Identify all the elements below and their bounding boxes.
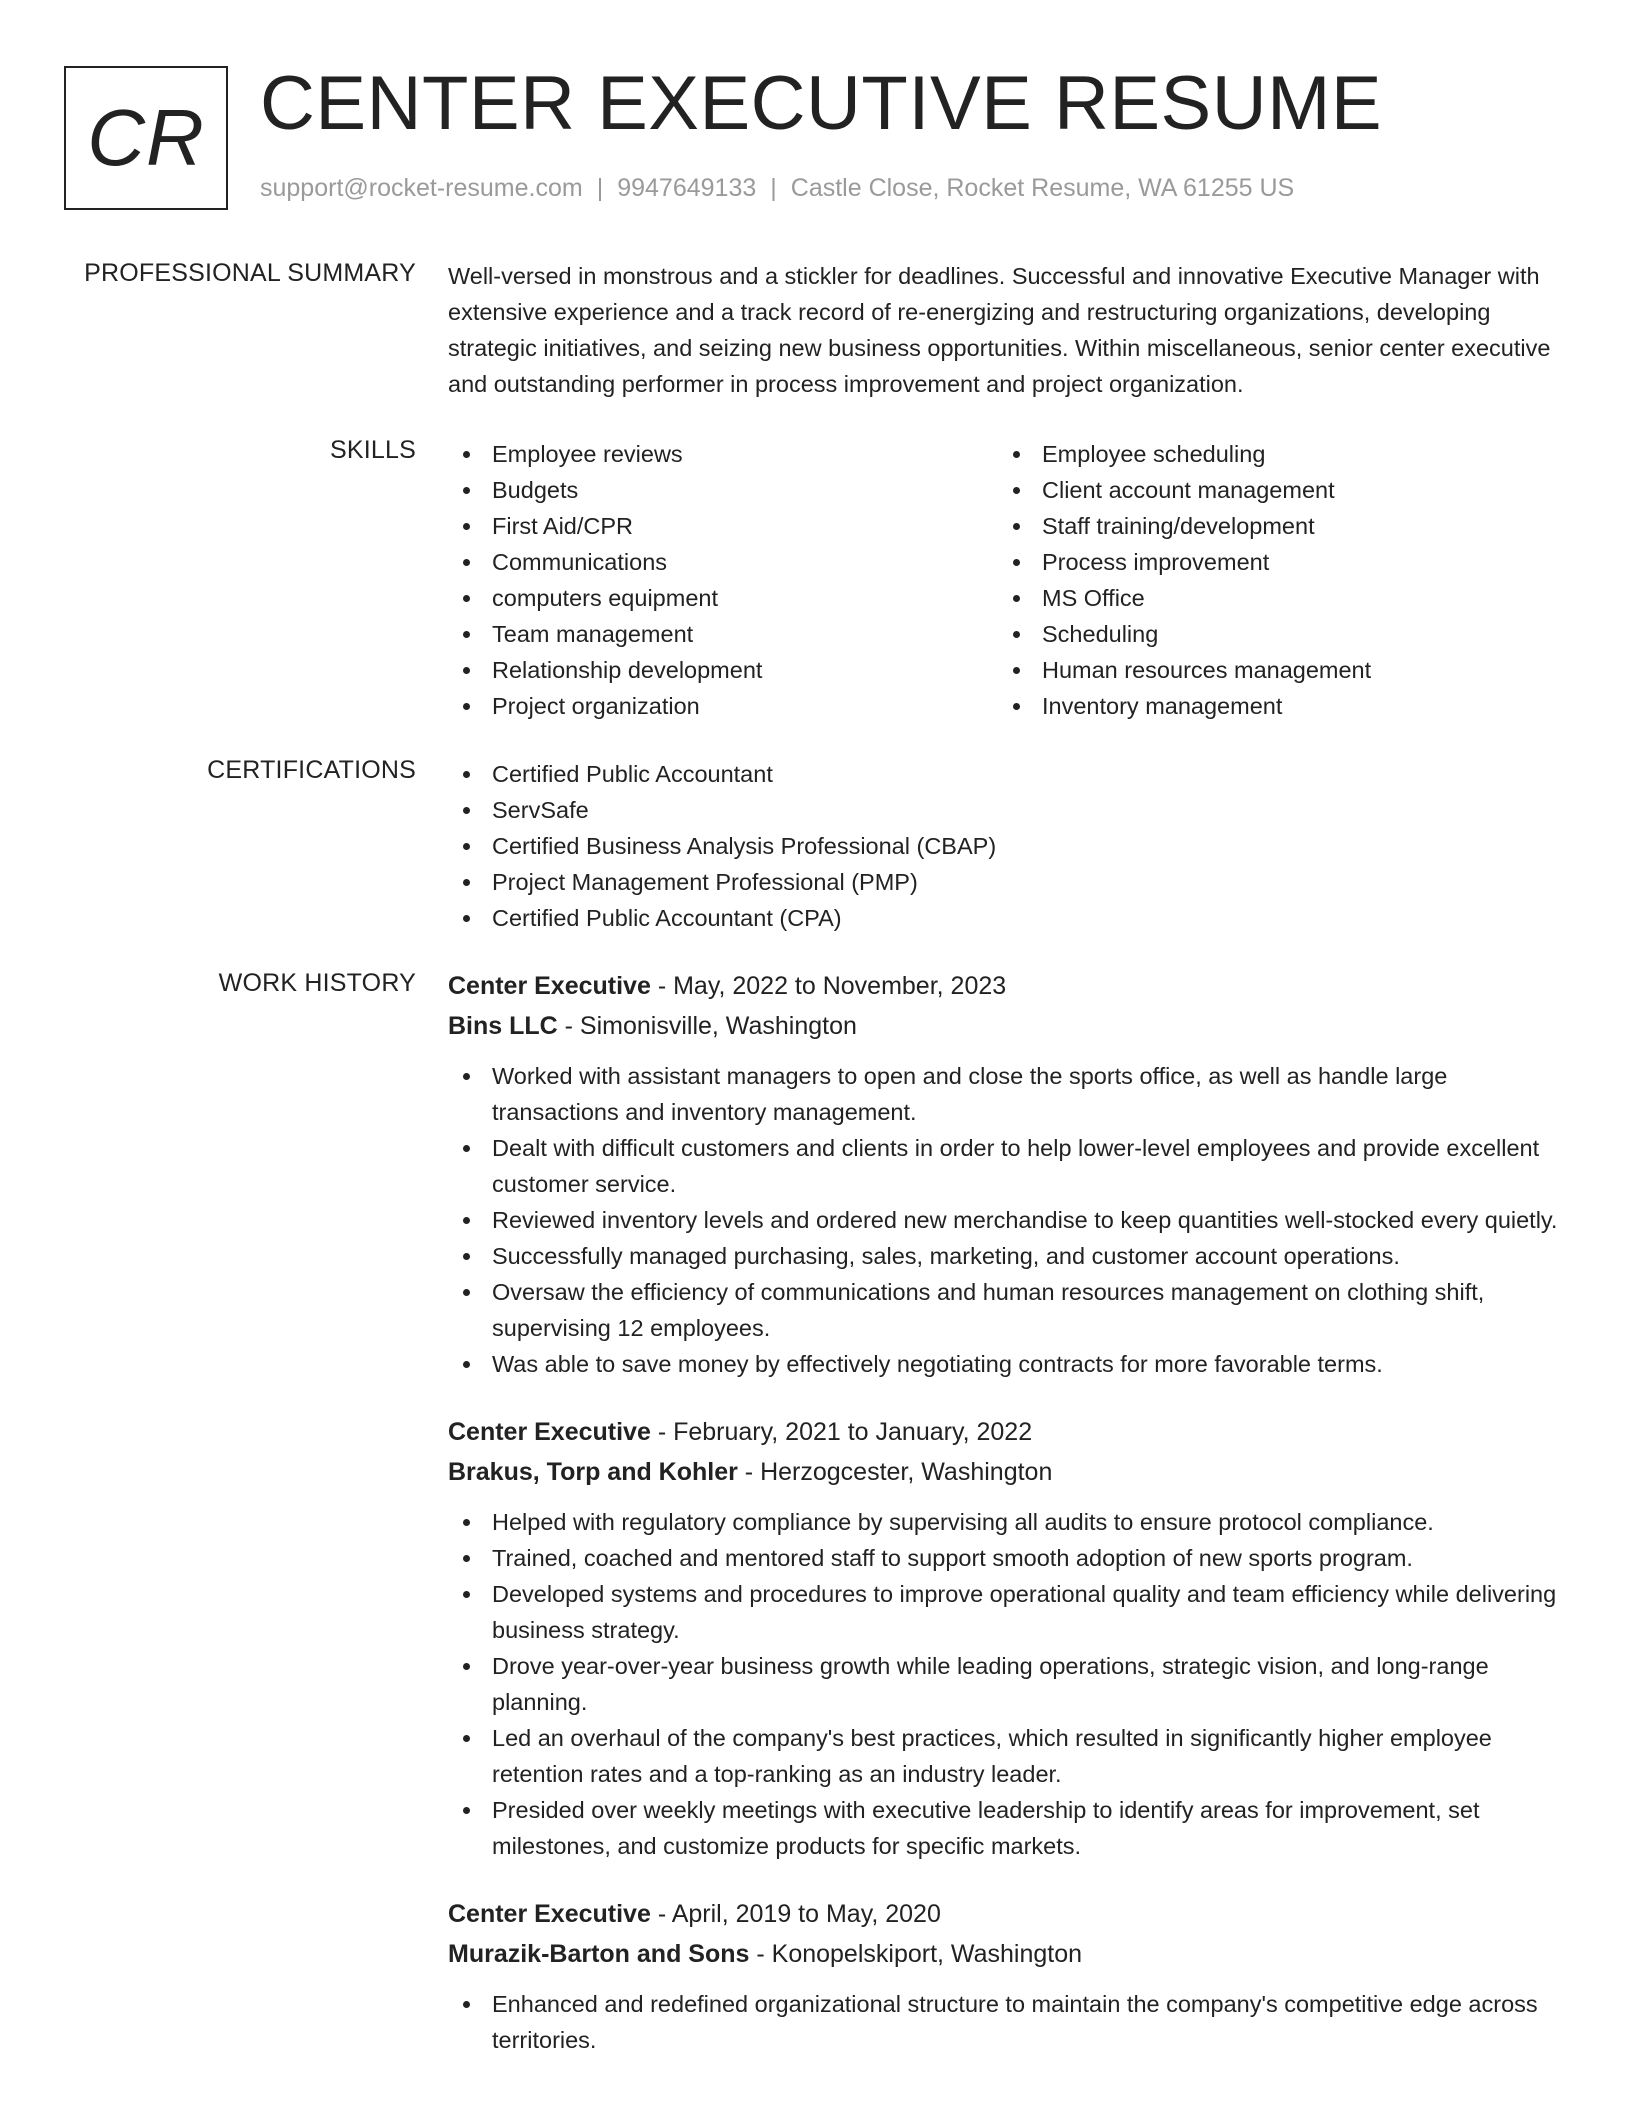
skill-item: MS Office	[998, 580, 1548, 616]
work-history-body	[448, 966, 1570, 2088]
summary-text: Well-versed in monstrous and a stickler for deadlines. Successful and innovative Executive Manager with extensive experience and a track record of re-energizing and restructuring organizations, developing strategic initiatives, and seizing new business opportunities. Within miscellaneous, senior center executive and outstanding performer in process improvement and project organization.	[448, 263, 1551, 397]
skill-item: computers equipment	[448, 580, 998, 616]
job-duties-list	[448, 1058, 1570, 1382]
job-duty-item: Enhanced and redefined organizational structure to maintain the company's competitive edge across territories.	[448, 1986, 1570, 2058]
job-employer: Bins LLC	[448, 1012, 558, 1040]
job-duty-item: Successfully managed purchasing, sales, marketing, and customer account operations.	[448, 1238, 1570, 1274]
job-location: - Simonisville, Washington	[557, 1012, 857, 1040]
job-dates: - February, 2021 to January, 2022	[650, 1418, 1033, 1446]
job-duties-list	[448, 1504, 1570, 1864]
certification-item: ServSafe	[448, 792, 1570, 828]
skill-item: Staff training/development	[998, 508, 1548, 544]
job-dates: - April, 2019 to May, 2020	[650, 1900, 941, 1928]
job-title: Center Executive	[448, 1418, 651, 1446]
skill-item: Employee scheduling	[998, 436, 1548, 472]
job-entry	[448, 1894, 1570, 2058]
skill-item: Budgets	[448, 472, 998, 508]
job-duty-item: Trained, coached and mentored staff to support smooth adoption of new sports program.	[448, 1540, 1570, 1576]
skill-item: Human resources management	[998, 652, 1548, 688]
job-title: Center Executive	[448, 1900, 651, 1928]
job-entry	[448, 966, 1570, 1382]
certifications-body	[448, 756, 1570, 936]
job-duty-item: Led an overhaul of the company's best practices, which resulted in significantly higher employee retention rates and a top-ranking as an industry leader.	[448, 1720, 1570, 1792]
job-title-line	[448, 1412, 1570, 1452]
job-employer-line	[448, 1452, 1570, 1492]
skill-item: Project organization	[448, 688, 998, 724]
job-title-line	[448, 1894, 1570, 1934]
summary-heading: PROFESSIONAL SUMMARY	[84, 259, 416, 287]
skill-item: Process improvement	[998, 544, 1548, 580]
job-duty-item: Worked with assistant managers to open and close the sports office, as well as handle large transactions and inventory management.	[448, 1058, 1570, 1130]
contact-line	[260, 174, 1294, 203]
job-duties-list	[448, 1986, 1570, 2058]
contact-separator: |	[770, 174, 777, 202]
job-duty-item: Presided over weekly meetings with executive leadership to identify areas for improvement, set milestones, and customize products for specific markets.	[448, 1792, 1570, 1864]
job-employer: Brakus, Torp and Kohler	[448, 1458, 738, 1486]
job-duty-item: Reviewed inventory levels and ordered new merchandise to keep quantities well-stocked every quietly.	[448, 1202, 1570, 1238]
contact-phone: 9947649133	[617, 174, 757, 202]
job-title: Center Executive	[448, 972, 651, 1000]
certification-item: Certified Business Analysis Professional (CBAP)	[448, 828, 1570, 864]
job-duty-item: Was able to save money by effectively negotiating contracts for more favorable terms.	[448, 1346, 1570, 1382]
resume-header	[64, 61, 1564, 216]
certification-item: Certified Public Accountant	[448, 756, 1570, 792]
skills-heading: SKILLS	[330, 436, 416, 464]
job-employer-line	[448, 1006, 1570, 1046]
job-entry	[448, 1412, 1570, 1864]
skills-list-left	[448, 436, 998, 724]
skills-columns	[448, 436, 1570, 724]
job-duty-item: Dealt with difficult customers and clients in order to help lower-level employees and provide excellent customer service.	[448, 1130, 1570, 1202]
job-duty-item: Drove year-over-year business growth while leading operations, strategic vision, and long-range planning.	[448, 1648, 1570, 1720]
skill-item: Relationship development	[448, 652, 998, 688]
skill-item: Employee reviews	[448, 436, 998, 472]
job-duty-item: Oversaw the efficiency of communications and human resources management on clothing shift, supervising 12 employees.	[448, 1274, 1570, 1346]
skill-item: Client account management	[998, 472, 1548, 508]
skill-item: Scheduling	[998, 616, 1548, 652]
job-location: - Herzogcester, Washington	[737, 1458, 1053, 1486]
skills-list-right	[998, 436, 1548, 724]
job-title-line	[448, 966, 1570, 1006]
job-employer-line	[448, 1934, 1570, 1974]
job-duty-item: Helped with regulatory compliance by supervising all audits to ensure protocol compliance.	[448, 1504, 1570, 1540]
certification-item: Project Management Professional (PMP)	[448, 864, 1570, 900]
monogram-initials: CR	[87, 93, 205, 182]
job-duty-item: Developed systems and procedures to improve operational quality and team efficiency while delivering business strategy.	[448, 1576, 1570, 1648]
resume-title: CENTER EXECUTIVE RESUME	[260, 61, 1383, 146]
skill-item: First Aid/CPR	[448, 508, 998, 544]
skill-item: Inventory management	[998, 688, 1548, 724]
certifications-heading: CERTIFICATIONS	[207, 756, 416, 784]
contact-separator: |	[596, 174, 604, 202]
job-employer: Murazik-Barton and Sons	[448, 1940, 750, 1968]
certification-item: Certified Public Accountant (CPA)	[448, 900, 1570, 936]
contact-email: support@rocket-resume.com	[260, 174, 583, 202]
work-heading: WORK HISTORY	[218, 969, 416, 997]
job-dates: - May, 2022 to November, 2023	[650, 972, 1007, 1000]
monogram-box	[64, 66, 228, 210]
certifications-list	[448, 756, 1570, 936]
skill-item: Team management	[448, 616, 998, 652]
skill-item: Communications	[448, 544, 998, 580]
job-location: - Konopelskiport, Washington	[749, 1940, 1083, 1968]
contact-address: Castle Close, Rocket Resume, WA 61255 US	[790, 174, 1295, 202]
